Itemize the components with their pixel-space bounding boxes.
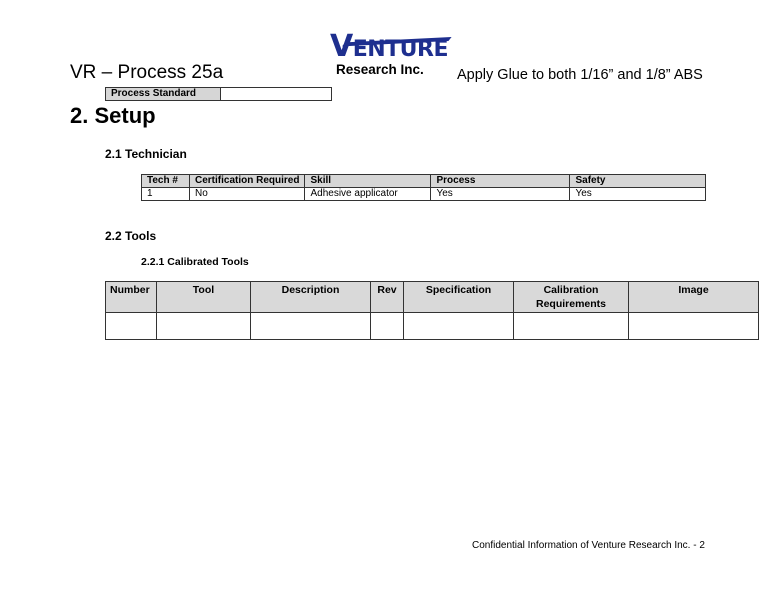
table-row <box>142 188 706 201</box>
table-cell: No <box>190 188 305 201</box>
column-header: Certification Required <box>190 175 305 188</box>
tools-heading: 2.2 Tools <box>105 229 157 243</box>
section-title: 2. Setup <box>70 103 156 128</box>
column-header: Safety <box>570 175 706 188</box>
technician-table <box>141 174 706 201</box>
table-cell: Yes <box>431 188 570 201</box>
column-header: Image <box>629 282 759 313</box>
table-cell: 1 <box>142 188 190 201</box>
column-header: Description <box>251 282 371 313</box>
column-header: Number <box>106 282 157 313</box>
document-title: VR – Process 25a <box>70 62 224 83</box>
calibrated-tools-heading: 2.2.1 Calibrated Tools <box>141 256 249 268</box>
process-standard-table <box>105 87 332 101</box>
company-logo <box>328 29 453 77</box>
table-cell <box>251 313 371 340</box>
column-header: Process <box>431 175 570 188</box>
table-cell <box>514 313 629 340</box>
table-cell <box>629 313 759 340</box>
technician-heading: 2.1 Technician <box>105 147 187 161</box>
table-cell <box>157 313 251 340</box>
page-footer: Confidential Information of Venture Research Inc. - 2 <box>472 540 705 551</box>
column-header: Tool <box>157 282 251 313</box>
column-header: Calibration Requirements <box>514 282 629 313</box>
logo-research-text: Research Inc. <box>336 62 424 77</box>
column-header: Rev <box>371 282 404 313</box>
table-cell <box>371 313 404 340</box>
table-cell: Yes <box>570 188 706 201</box>
document-subtitle: Apply Glue to both 1/16” and 1/8” ABS <box>457 67 703 83</box>
column-header: Tech # <box>142 175 190 188</box>
logo-venture-text: VENTURE <box>330 29 448 64</box>
table-cell <box>106 313 157 340</box>
column-header: Specification <box>404 282 514 313</box>
table-cell <box>404 313 514 340</box>
column-header: Skill <box>305 175 431 188</box>
table-row <box>106 313 759 340</box>
table-cell: Adhesive applicator <box>305 188 431 201</box>
process-standard-value <box>221 88 332 101</box>
process-standard-label: Process Standard <box>106 88 221 101</box>
table-header-row <box>106 282 759 313</box>
calibrated-tools-table <box>105 281 759 340</box>
table-header-row <box>142 175 706 188</box>
